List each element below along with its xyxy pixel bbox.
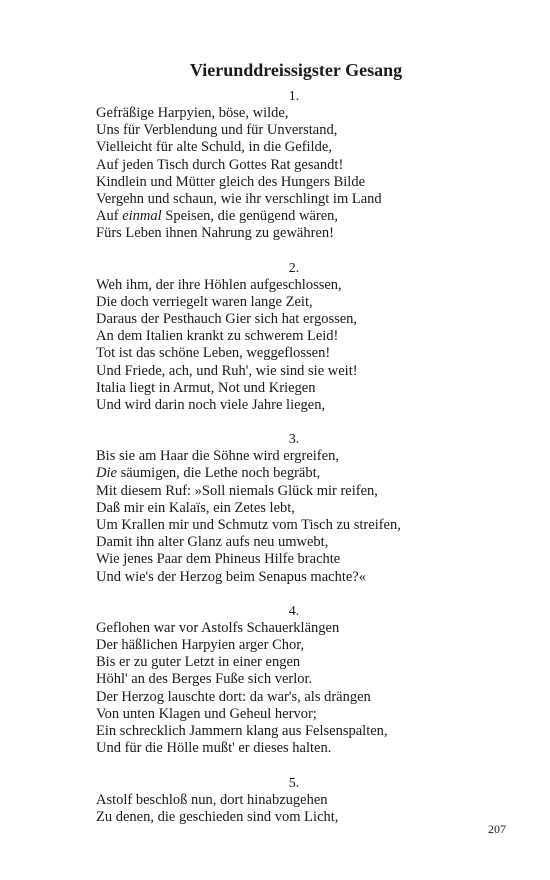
- verse-line: Tot ist das schöne Leben, weggeflossen!: [96, 345, 331, 362]
- verse-line: Vielleicht für alte Schuld, in die Gefilde,: [96, 139, 332, 156]
- verse-line: Daß mir ein Kalaïs, ein Zetes lebt,: [96, 499, 295, 516]
- verse-line: Und wie's der Herzog beim Senapus machte?«: [96, 568, 366, 585]
- stanza: [96, 603, 516, 758]
- verse-line: Höhl' an des Berges Fuße sich verlor.: [96, 671, 313, 688]
- stanza-number: 5.: [288, 775, 300, 791]
- stanza-number: 4.: [288, 603, 300, 619]
- verse-emphasis: Die: [96, 465, 117, 482]
- verse-line: Fürs Leben ihnen Nahrung zu gewähren!: [96, 225, 334, 242]
- stanza-number: 1.: [288, 89, 300, 104]
- verse-line: Auf jeden Tisch durch Gottes Rat gesandt!: [96, 156, 344, 173]
- verse-text: säumigen, die Lethe noch begräbt,: [116, 465, 321, 482]
- verse-line: Der häßlichen Harpyien arger Chor,: [96, 637, 305, 654]
- verse-emphasis: einmal: [122, 208, 162, 225]
- verse-line: Vergehn und schaun, wie ihr verschlingt im Land: [96, 191, 382, 208]
- verse-line: Die doch verriegelt waren lange Zeit,: [96, 293, 313, 310]
- stanza-number: 3.: [288, 432, 300, 448]
- verse-line: Astolf beschloß nun, dort hinabzugehen: [96, 791, 328, 808]
- verse-line: Und für die Hölle mußt' er dieses halten.: [96, 740, 332, 757]
- verse-line: Geflohen war vor Astolfs Schauerklängen: [96, 619, 340, 636]
- verse-line: Gefräßige Harpyien, böse, wilde,: [96, 105, 289, 121]
- verse-line: Bis sie am Haar die Söhne wird ergreifen,: [96, 448, 339, 465]
- page-title: Vierunddreissigster Gesang: [189, 60, 403, 80]
- verse-line: Ein schrecklich Jammern klang aus Felsenspalten,: [96, 723, 388, 740]
- verse-line: Italia liegt in Armut, Not und Kriegen: [96, 379, 316, 396]
- verse-line: Damit ihn alter Glanz aufs neu umwebt,: [96, 534, 329, 551]
- verse-text: Auf: [96, 208, 123, 225]
- verse-line: Und wird darin noch viele Jahre liegen,: [96, 397, 326, 414]
- verse-line: Bis er zu guter Letzt in einer engen: [96, 654, 301, 671]
- verse-line: Von unten Klagen und Geheul hervor;: [96, 705, 317, 722]
- stanza: [96, 88, 516, 243]
- verse-line: [96, 465, 516, 482]
- verse-text: Speisen, die genügend wären,: [161, 208, 339, 225]
- verse-line: Daraus der Pesthauch Gier sich hat ergossen,: [96, 311, 358, 328]
- verse-line: Zu denen, die geschieden sind vom Licht,: [96, 808, 339, 825]
- verse-line: [96, 208, 516, 225]
- stanza: [96, 260, 516, 415]
- verse-line: Uns für Verblendung und für Unverstand,: [96, 122, 338, 139]
- poem-body: [96, 88, 516, 843]
- verse-line: An dem Italien krankt zu schwerem Leid!: [96, 328, 339, 345]
- verse-line: Der Herzog lauschte dort: da war's, als drängen: [96, 688, 371, 705]
- page-number: 207: [488, 822, 506, 836]
- stanza-number: 2.: [288, 260, 300, 276]
- verse-line: Weh ihm, der ihre Höhlen aufgeschlossen,: [96, 276, 342, 293]
- stanza: [96, 775, 516, 826]
- verse-line: Wie jenes Paar dem Phineus Hilfe brachte: [96, 551, 341, 568]
- stanza: [96, 431, 516, 586]
- verse-line: Um Krallen mir und Schmutz vom Tisch zu streifen,: [96, 517, 401, 534]
- verse-line: Mit diesem Ruf: »Soll niemals Glück mir reifen,: [96, 482, 378, 499]
- verse-line: Kindlein und Mütter gleich des Hungers Bilde: [96, 173, 366, 190]
- verse-line: Und Friede, ach, und Ruh', wie sind sie weit!: [96, 362, 358, 379]
